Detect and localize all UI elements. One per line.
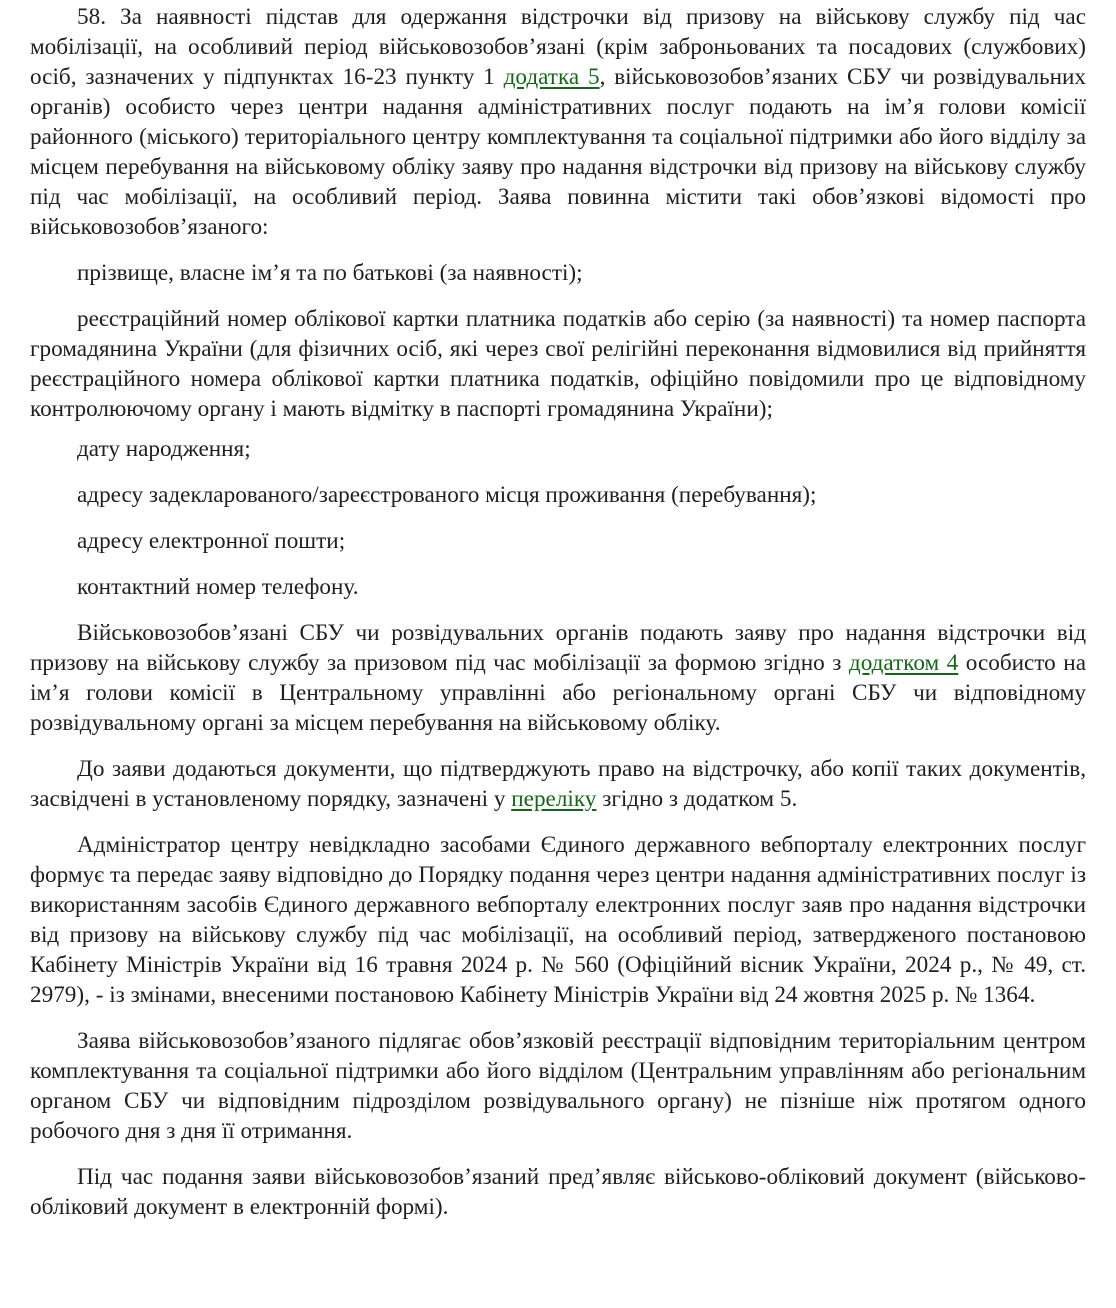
paragraph-administrator: Адміністратор центру невідкладно засобами Єдиного державного вебпорталу електронних послуг формує та передає заяву відповідно до Порядку подання через центри надання адміністративних послуг із використанням засобів Єдиного державного вебпорталу електронних послуг заяв про надання відстрочки від призову на військову службу під час мобілізації, на особливий період, затвердженого постановою Кабінету Міністрів України від 16 травня 2024 р. № 560 (Офіційний вісник України, 2024 р., № 49, ст. 2979), - із змінами, внесеними постановою Кабінету Міністрів України від 24 жовтня 2025 р. № 1364. [30,832,1086,1008]
list-item-phone: контактний номер телефону. [77,574,359,600]
list-item-email: адресу електронної пошти; [77,528,346,554]
paragraph-document-presentation: Під час подання заяви військовозобов’язаний пред’являє військово-обліковий документ (військово-обліковий документ в електронній формі). [30,1164,1086,1220]
annex-4-link[interactable]: додатком 4 [848,650,959,676]
list-item-birth-date: дату народження; [77,436,251,462]
list-item-full-name: прізвище, власне ім’я та по батькові (за наявності); [77,260,583,286]
paragraph-58 [30,2,1086,242]
paragraph-documents [30,754,1086,814]
paragraph-58-text-end: , військовозобов’язаних СБУ чи розвідувальних органів) особисто через центри надання адміністративних послуг подають на ім’я голови комісії районного (міського) територіального центру комплектування та соціальної підтримки або його відділу за місцем перебування на військовому обліку заяву про надання відстрочки від призову на військову службу під час мобілізації, на особливий період. Заява повинна містити такі обов’язкові відомості про військовозобов’язаного: [30,64,1086,240]
paragraph-sbu-text-end: особисто на ім’я голови комісії в Центральному управлінні або регіональному органі СБУ чи відповідному розвідувальному органі за місцем перебування на військовому обліку. [30,650,1086,736]
list-item-tax-number: реєстраційний номер облікової картки платника податків або серію (за наявності) та номер паспорта громадянина України (для фізичних осіб, які через свої релігійні переконання відмовилися від прийняття реєстраційного номера облікової картки платника податків, офіційно повідомили про це відповідному контролюючому органу і мають відмітку в паспорті громадянина України); [30,306,1086,422]
paragraph-sbu-text-start: Військовозобов’язані СБУ чи розвідувальних органів подають заяву про надання відстрочки від призову на військову службу за призовом під час мобілізації за формою згідно з [30,620,1086,676]
list-item-address: адресу задекларованого/зареєстрованого місця проживання (перебування); [77,482,817,508]
annex-5-link[interactable]: додатка 5 [503,64,600,90]
paragraph-documents-text-start: До заяви додаються документи, що підтверджують право на відстрочку, або копії таких документів, засвідчені в установленому порядку, зазначені у [30,756,1086,812]
paragraph-sbu [30,618,1086,738]
paragraph-58-text-start: 58. За наявності підстав для одержання відстрочки від призову на військову службу під час мобілізації, на особливий період військовозобов’язані (крім заброньованих та посадових (службових) осіб, зазначених у підпунктах 16-23 пункту 1 [30,4,1086,90]
paragraph-documents-text-end: згідно з додатком 5. [596,786,798,812]
document-body [0,2,1116,1222]
list-link[interactable]: переліку [511,786,597,812]
paragraph-registration: Заява військовозобов’язаного підлягає обов’язковій реєстрації відповідним територіальним центром комплектування та соціальної підтримки або його відділом (Центральним управлінням або регіональним органом СБУ чи відповідним підрозділом розвідувального органу) не пізніше ніж протягом одного робочого дня з дня її отримання. [30,1028,1086,1144]
